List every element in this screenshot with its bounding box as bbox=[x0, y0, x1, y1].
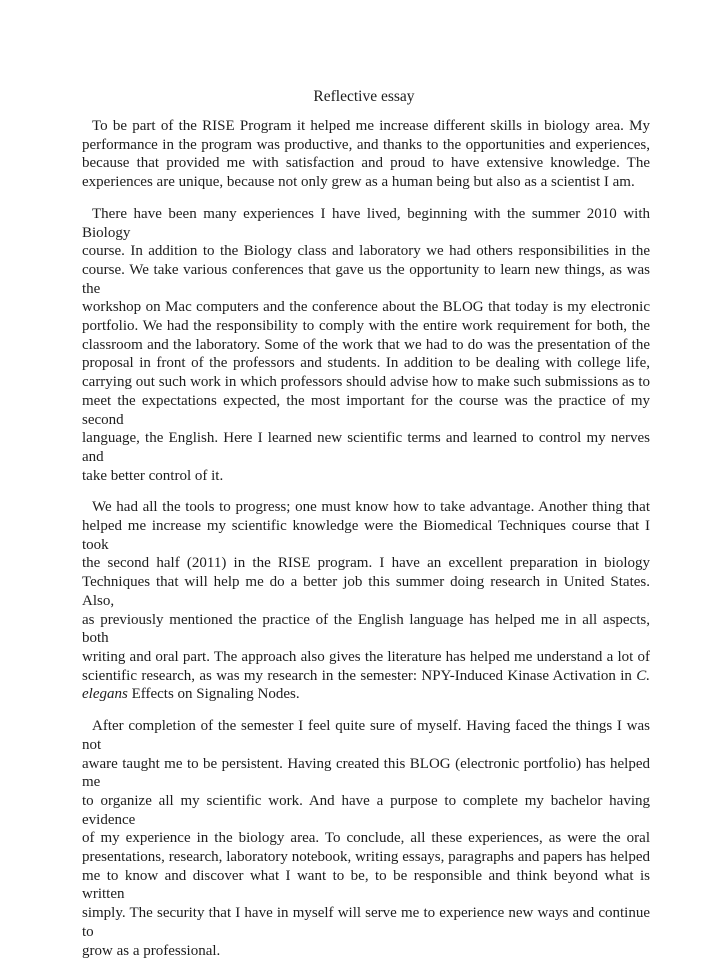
essay-paragraph bbox=[82, 498, 650, 704]
essay-title: Reflective essay bbox=[313, 88, 415, 105]
essay-line: workshop on Mac computers and the conference about the BLOG that today is my electronic bbox=[82, 299, 650, 316]
essay-line: of my experience in the biology area. To conclude, all these experiences, as were the oral bbox=[82, 830, 650, 847]
essay-line: the second half (2011) in the RISE program. I have an excellent preparation in biology bbox=[82, 555, 650, 572]
essay-line: elegans Effects on Signaling Nodes. bbox=[82, 686, 300, 703]
essay-line: take better control of it. bbox=[82, 467, 224, 484]
essay-line: We had all the tools to progress; one must know how to take advantage. Another thing that bbox=[92, 499, 650, 516]
essay-line: experiences are unique, because not only grew as a human being but also as a scientist I am. bbox=[82, 174, 635, 191]
essay-line: performance in the program was productive, and thanks to the opportunities and experiences, bbox=[82, 136, 650, 153]
essay-line: proposal in front of the professors and students. In addition to be dealing with college life, bbox=[82, 355, 650, 372]
essay-line: scientific research, as was my research in the semester: NPY-Induced Kinase Activation in C. bbox=[82, 667, 650, 684]
essay-line: There have been many experiences I have lived, beginning with the summer 2010 with Biology bbox=[82, 205, 650, 241]
essay-line: presentations, research, laboratory notebook, writing essays, paragraphs and papers has helped bbox=[82, 849, 650, 866]
essay-line: After completion of the semester I feel quite sure of myself. Having faced the things I was not bbox=[82, 718, 650, 753]
essay-line: aware taught me to be persistent. Having created this BLOG (electronic portfolio) has helped me bbox=[82, 755, 650, 791]
italic-text: C. bbox=[636, 667, 650, 684]
essay-line: because that provided me with satisfaction and proud to have extensive knowledge. The bbox=[82, 155, 650, 172]
essay-line: to organize all my scientific work. And have a purpose to complete my bachelor having evidence bbox=[82, 792, 650, 828]
essay-line: Techniques that will help me do a better job this summer doing research in United States. Also, bbox=[82, 574, 650, 609]
essay-body bbox=[82, 117, 650, 960]
essay-paragraph bbox=[82, 717, 650, 960]
essay-line: helped me increase my scientific knowledge were the Biomedical Techniques course that I took bbox=[82, 518, 650, 553]
essay-line: grow as a professional. bbox=[82, 942, 221, 959]
essay-line: language, the English. Here I learned new scientific terms and learned to control my nerves and bbox=[82, 430, 650, 465]
essay-line: To be part of the RISE Program it helped me increase different skills in biology area. My bbox=[92, 118, 650, 134]
essay-line: course. We take various conferences that gave us the opportunity to learn new things, as was the bbox=[82, 261, 650, 297]
essay-line: classroom and the laboratory. Some of the work that we had to do was the presentation of the bbox=[82, 336, 650, 353]
essay-paragraph bbox=[82, 117, 650, 192]
italic-text: elegans bbox=[82, 686, 128, 703]
essay-line: meet the expectations expected, the most important for the course was the practice of my second bbox=[82, 392, 650, 428]
essay-line: as previously mentioned the practice of the English language has helped me in all aspects, both bbox=[82, 611, 650, 647]
essay-line: portfolio. We had the responsibility to comply with the entire work requirement for both, the bbox=[82, 318, 650, 335]
essay-line: carrying out such work in which professors should advise how to make such submissions as to bbox=[82, 374, 650, 391]
essay-paragraph bbox=[82, 205, 650, 486]
essay-line: simply. The security that I have in myself will serve me to experience new ways and continue to bbox=[82, 905, 650, 940]
essay-line: me to know and discover what I want to be, to be responsible and think beyond what is written bbox=[82, 867, 650, 903]
essay-line: course. In addition to the Biology class and laboratory we had others responsibilities in the bbox=[82, 243, 650, 260]
essay-line: writing and oral part. The approach also gives the literature has helped me understand a lot of bbox=[82, 648, 650, 665]
